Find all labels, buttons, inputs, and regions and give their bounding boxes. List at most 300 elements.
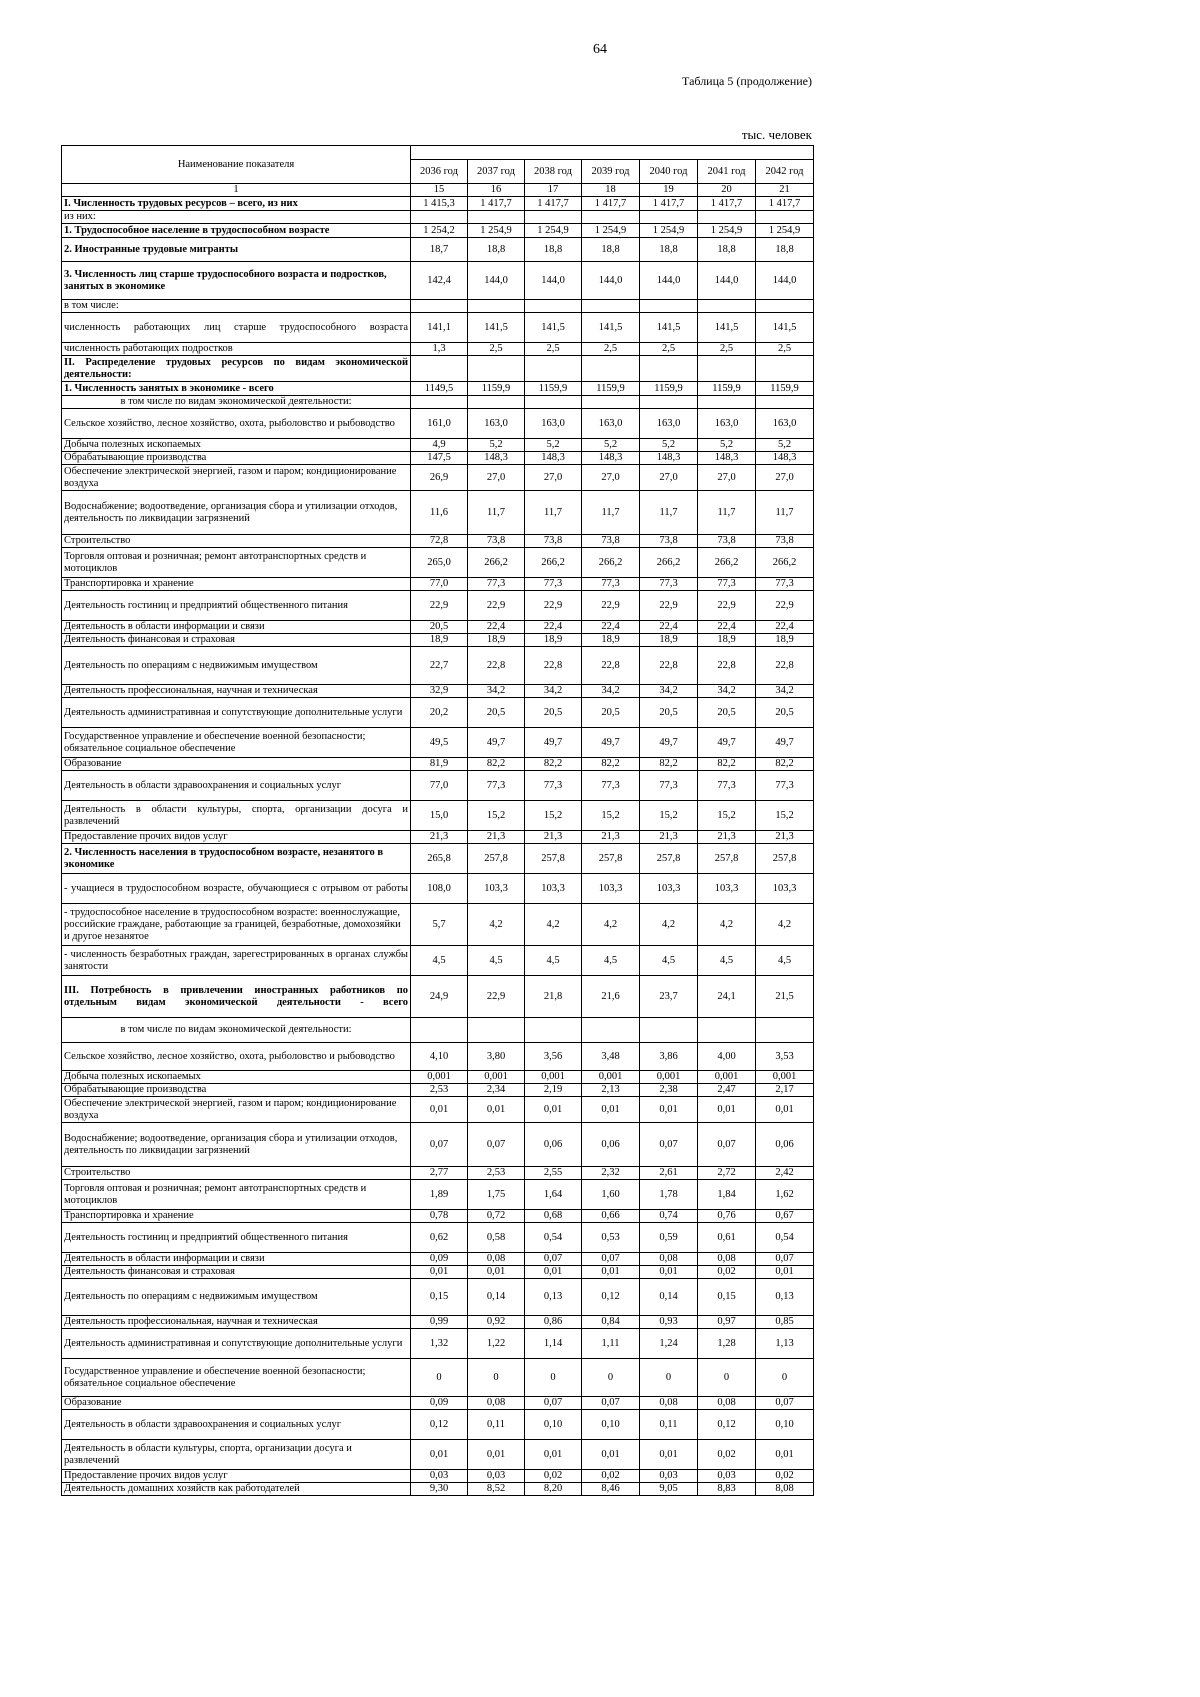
row-value: 163,0	[468, 409, 525, 439]
row-value: 0,09	[411, 1397, 468, 1410]
row-value	[640, 300, 698, 313]
row-value: 49,7	[756, 728, 814, 758]
row-value: 82,2	[525, 758, 582, 771]
row-value: 21,3	[640, 831, 698, 844]
table-row	[62, 874, 814, 904]
row-value: 2,5	[698, 343, 756, 356]
header-year: 2042 год	[756, 160, 814, 184]
row-value: 2,34	[468, 1084, 525, 1097]
row-value: 163,0	[640, 409, 698, 439]
row-label: Деятельность профессиональная, научная и техническая	[62, 1316, 411, 1329]
row-value: 21,3	[525, 831, 582, 844]
table-row	[62, 1397, 814, 1410]
row-value: 1159,9	[468, 382, 525, 396]
header-spacer-row	[62, 146, 814, 160]
row-value: 103,3	[640, 874, 698, 904]
row-value	[582, 211, 640, 224]
row-label: Торговля оптовая и розничная; ремонт автотранспортных средств и мотоциклов	[62, 1180, 411, 1210]
table-row	[62, 844, 814, 874]
row-value: 141,5	[468, 313, 525, 343]
row-value: 18,8	[698, 238, 756, 262]
row-label: Деятельность в области здравоохранения и социальных услуг	[62, 1410, 411, 1440]
row-value: 144,0	[468, 262, 525, 300]
row-value: 4,2	[640, 904, 698, 946]
row-value: 0,10	[525, 1410, 582, 1440]
table-row	[62, 224, 814, 238]
table-row	[62, 262, 814, 300]
header-colnum-row	[62, 184, 814, 197]
row-label: Обрабатывающие производства	[62, 1084, 411, 1097]
row-value: 0,93	[640, 1316, 698, 1329]
row-value: 77,3	[582, 578, 640, 591]
row-value: 21,3	[756, 831, 814, 844]
header-col-number: 19	[640, 184, 698, 197]
row-value: 0,02	[698, 1266, 756, 1279]
row-value: 1,28	[698, 1329, 756, 1359]
row-value: 34,2	[698, 685, 756, 698]
row-value: 1 417,7	[525, 197, 582, 211]
row-value: 0,02	[698, 1440, 756, 1470]
table-row	[62, 647, 814, 685]
row-value: 22,4	[640, 621, 698, 634]
row-value: 0,03	[468, 1470, 525, 1483]
row-value: 0,13	[525, 1279, 582, 1316]
row-value: 73,8	[468, 535, 525, 548]
row-value	[411, 356, 468, 382]
table-row	[62, 976, 814, 1018]
table-row	[62, 1123, 814, 1167]
row-value: 18,8	[640, 238, 698, 262]
row-value: 22,9	[411, 591, 468, 621]
row-label: Предоставление прочих видов услуг	[62, 1470, 411, 1483]
row-label: Деятельность домашних хозяйств как работодателей	[62, 1483, 411, 1496]
row-label: Деятельность профессиональная, научная и техническая	[62, 685, 411, 698]
row-label: Образование	[62, 1397, 411, 1410]
row-value: 4,5	[698, 946, 756, 976]
row-value: 1,14	[525, 1329, 582, 1359]
row-value	[468, 1018, 525, 1043]
row-value: 77,3	[698, 578, 756, 591]
row-value: 32,9	[411, 685, 468, 698]
row-value: 5,2	[698, 439, 756, 452]
row-value: 77,3	[640, 578, 698, 591]
row-value: 2,72	[698, 1167, 756, 1180]
row-value: 0,001	[525, 1071, 582, 1084]
row-label: Торговля оптовая и розничная; ремонт автотранспортных средств и мотоциклов	[62, 548, 411, 578]
row-value: 22,4	[698, 621, 756, 634]
table-row	[62, 728, 814, 758]
row-value: 15,2	[468, 801, 525, 831]
row-value: 0,07	[411, 1123, 468, 1167]
row-value: 8,46	[582, 1483, 640, 1496]
row-value	[640, 211, 698, 224]
row-value: 27,0	[525, 465, 582, 491]
row-value: 1,3	[411, 343, 468, 356]
row-value	[468, 396, 525, 409]
row-value: 1 417,7	[698, 197, 756, 211]
row-value: 2,61	[640, 1167, 698, 1180]
row-value: 266,2	[756, 548, 814, 578]
table-row	[62, 1279, 814, 1316]
row-value: 77,0	[411, 771, 468, 801]
row-value: 8,08	[756, 1483, 814, 1496]
row-label: Добыча полезных ископаемых	[62, 1071, 411, 1084]
table-row	[62, 1253, 814, 1266]
table-row	[62, 452, 814, 465]
row-value: 1 254,9	[582, 224, 640, 238]
row-value: 3,86	[640, 1043, 698, 1071]
row-value: 11,7	[468, 491, 525, 535]
table-row	[62, 1210, 814, 1223]
row-value: 22,8	[698, 647, 756, 685]
row-value: 5,2	[640, 439, 698, 452]
row-value: 148,3	[640, 452, 698, 465]
row-value	[756, 1018, 814, 1043]
row-value: 0,06	[582, 1123, 640, 1167]
row-value: 0,92	[468, 1316, 525, 1329]
row-value: 18,8	[525, 238, 582, 262]
row-value: 1,11	[582, 1329, 640, 1359]
row-value: 257,8	[468, 844, 525, 874]
row-value: 49,7	[640, 728, 698, 758]
row-value: 77,3	[525, 578, 582, 591]
row-value: 0,01	[468, 1440, 525, 1470]
row-value: 0,15	[698, 1279, 756, 1316]
row-value: 103,3	[756, 874, 814, 904]
row-label: Деятельность гостиниц и предприятий общественного питания	[62, 1223, 411, 1253]
row-value: 0,02	[525, 1470, 582, 1483]
units-label: тыс. человек	[741, 127, 812, 142]
row-value	[525, 1018, 582, 1043]
row-value: 22,4	[582, 621, 640, 634]
row-value: 0,07	[582, 1397, 640, 1410]
table-row	[62, 356, 814, 382]
row-value: 103,3	[698, 874, 756, 904]
row-value: 23,7	[640, 976, 698, 1018]
row-value: 0	[525, 1359, 582, 1397]
row-label: II. Распределение трудовых ресурсов по видам экономической деятельности:	[62, 356, 411, 382]
row-label: Строительство	[62, 535, 411, 548]
row-value: 21,5	[756, 976, 814, 1018]
row-value: 82,2	[640, 758, 698, 771]
row-value	[582, 1018, 640, 1043]
row-value: 2,38	[640, 1084, 698, 1097]
row-value	[525, 211, 582, 224]
row-value: 5,2	[582, 439, 640, 452]
table-body	[62, 197, 814, 1496]
row-value: 2,5	[640, 343, 698, 356]
row-value: 22,8	[582, 647, 640, 685]
table-row	[62, 396, 814, 409]
table-row	[62, 946, 814, 976]
table-row	[62, 535, 814, 548]
row-value: 3,53	[756, 1043, 814, 1071]
row-value: 2,32	[582, 1167, 640, 1180]
header-year: 2041 год	[698, 160, 756, 184]
row-value: 11,7	[756, 491, 814, 535]
row-value: 0,01	[640, 1440, 698, 1470]
row-value: 141,5	[756, 313, 814, 343]
row-value	[698, 211, 756, 224]
table-row	[62, 1071, 814, 1084]
row-label: Деятельность административная и сопутствующие дополнительные услуги	[62, 698, 411, 728]
table-row	[62, 1084, 814, 1097]
row-value: 0,54	[756, 1223, 814, 1253]
row-value: 266,2	[468, 548, 525, 578]
row-value: 0,08	[468, 1253, 525, 1266]
row-value: 9,05	[640, 1483, 698, 1496]
row-value	[640, 356, 698, 382]
row-value: 0,08	[640, 1253, 698, 1266]
row-value: 4,2	[698, 904, 756, 946]
row-value	[698, 300, 756, 313]
row-value: 1,89	[411, 1180, 468, 1210]
row-value: 0,14	[468, 1279, 525, 1316]
row-value: 9,30	[411, 1483, 468, 1496]
header-year: 2036 год	[411, 160, 468, 184]
row-value: 0,01	[698, 1097, 756, 1123]
row-value	[698, 1018, 756, 1043]
row-label: Деятельность по операциям с недвижимым имуществом	[62, 647, 411, 685]
row-label: Предоставление прочих видов услуг	[62, 831, 411, 844]
row-value: 24,9	[411, 976, 468, 1018]
row-value	[525, 300, 582, 313]
row-label: 3. Численность лиц старше трудоспособного возраста и подростков, занятых в экономике	[62, 262, 411, 300]
row-value: 22,9	[525, 591, 582, 621]
row-value: 0,01	[640, 1097, 698, 1123]
row-value	[582, 396, 640, 409]
table-row	[62, 904, 814, 946]
row-value: 49,7	[582, 728, 640, 758]
row-value: 22,9	[582, 591, 640, 621]
row-value: 22,9	[756, 591, 814, 621]
row-value: 0,62	[411, 1223, 468, 1253]
row-value: 1 415,3	[411, 197, 468, 211]
table-row	[62, 1483, 814, 1496]
row-value: 15,2	[698, 801, 756, 831]
row-value: 77,3	[756, 771, 814, 801]
row-value: 2,77	[411, 1167, 468, 1180]
row-label: Сельское хозяйство, лесное хозяйство, охота, рыболовство и рыбоводство	[62, 409, 411, 439]
row-value: 1159,9	[640, 382, 698, 396]
row-value: 1149,5	[411, 382, 468, 396]
row-value: 103,3	[582, 874, 640, 904]
row-label: Обрабатывающие производства	[62, 452, 411, 465]
row-value: 4,9	[411, 439, 468, 452]
table-row	[62, 382, 814, 396]
row-label: 1. Численность занятых в экономике - всего	[62, 382, 411, 396]
row-value: 265,0	[411, 548, 468, 578]
row-value: 2,13	[582, 1084, 640, 1097]
row-label: Государственное управление и обеспечение военной безопасности; обязательное социальное обеспечение	[62, 1359, 411, 1397]
row-label: 2. Численность населения в трудоспособном возрасте, незанятого в экономике	[62, 844, 411, 874]
row-label: Деятельность в области информации и связи	[62, 1253, 411, 1266]
row-value: 0	[582, 1359, 640, 1397]
row-value: 2,53	[468, 1167, 525, 1180]
row-value: 148,3	[525, 452, 582, 465]
row-value: 5,2	[468, 439, 525, 452]
row-value: 73,8	[698, 535, 756, 548]
row-value: 18,7	[411, 238, 468, 262]
row-value: 1 254,9	[698, 224, 756, 238]
row-label: Деятельность гостиниц и предприятий общественного питания	[62, 591, 411, 621]
row-value: 20,5	[525, 698, 582, 728]
row-value: 163,0	[582, 409, 640, 439]
row-value: 0,001	[756, 1071, 814, 1084]
table-row	[62, 771, 814, 801]
row-value: 21,3	[582, 831, 640, 844]
header-col-number: 1	[62, 184, 411, 197]
table-row	[62, 634, 814, 647]
row-value: 1,60	[582, 1180, 640, 1210]
row-value: 0,53	[582, 1223, 640, 1253]
row-value: 1159,9	[525, 382, 582, 396]
row-value: 0,61	[698, 1223, 756, 1253]
row-value	[525, 356, 582, 382]
row-value: 82,2	[698, 758, 756, 771]
row-label: Сельское хозяйство, лесное хозяйство, охота, рыболовство и рыбоводство	[62, 1043, 411, 1071]
row-value: 0,01	[525, 1266, 582, 1279]
row-label: Деятельность финансовая и страховая	[62, 634, 411, 647]
row-value: 0,66	[582, 1210, 640, 1223]
row-value: 257,8	[582, 844, 640, 874]
row-label: III. Потребность в привлечении иностранных работников по отдельным видам экономической деятельности - всего	[62, 976, 411, 1018]
row-value	[468, 356, 525, 382]
row-value: 1 417,7	[468, 197, 525, 211]
row-value: 22,9	[640, 591, 698, 621]
row-value: 0,07	[756, 1253, 814, 1266]
row-value: 0,07	[582, 1253, 640, 1266]
row-value: 0,74	[640, 1210, 698, 1223]
row-value: 22,4	[525, 621, 582, 634]
row-value: 4,5	[468, 946, 525, 976]
row-value: 21,3	[411, 831, 468, 844]
header-spacer	[411, 146, 814, 160]
row-value: 0,01	[411, 1440, 468, 1470]
row-value: 265,8	[411, 844, 468, 874]
row-label: из них:	[62, 211, 411, 224]
row-value: 21,8	[525, 976, 582, 1018]
row-value: 266,2	[640, 548, 698, 578]
row-value	[411, 211, 468, 224]
row-value: 4,5	[582, 946, 640, 976]
row-value: 2,17	[756, 1084, 814, 1097]
row-value: 1,78	[640, 1180, 698, 1210]
table-row	[62, 758, 814, 771]
table-row	[62, 591, 814, 621]
row-value: 0,03	[640, 1470, 698, 1483]
row-value: 49,7	[698, 728, 756, 758]
table-row	[62, 1440, 814, 1470]
row-value: 148,3	[582, 452, 640, 465]
row-label: Строительство	[62, 1167, 411, 1180]
row-value: 77,3	[525, 771, 582, 801]
row-value: 141,5	[698, 313, 756, 343]
row-value: 141,1	[411, 313, 468, 343]
row-label: - численность безработных граждан, зарегестрированных в органах службы занятости	[62, 946, 411, 976]
row-value: 0,59	[640, 1223, 698, 1253]
row-value: 2,53	[411, 1084, 468, 1097]
row-label: в том числе по видам экономической деятельности:	[62, 1018, 411, 1043]
row-label: I. Численность трудовых ресурсов – всего, из них	[62, 197, 411, 211]
row-value: 0,001	[582, 1071, 640, 1084]
row-value: 142,4	[411, 262, 468, 300]
row-value: 0,67	[756, 1210, 814, 1223]
row-value: 103,3	[525, 874, 582, 904]
row-value: 4,10	[411, 1043, 468, 1071]
row-value: 15,2	[582, 801, 640, 831]
row-value: 1 254,9	[525, 224, 582, 238]
row-value: 15,2	[756, 801, 814, 831]
row-value: 81,9	[411, 758, 468, 771]
row-value: 22,4	[468, 621, 525, 634]
row-value	[582, 356, 640, 382]
row-value	[525, 396, 582, 409]
row-value: 2,5	[582, 343, 640, 356]
row-value: 8,52	[468, 1483, 525, 1496]
header-col-number: 20	[698, 184, 756, 197]
row-value: 0,06	[756, 1123, 814, 1167]
row-value: 147,5	[411, 452, 468, 465]
row-value: 73,8	[756, 535, 814, 548]
row-value: 0,15	[411, 1279, 468, 1316]
row-value: 0,01	[525, 1097, 582, 1123]
row-value: 77,3	[698, 771, 756, 801]
row-value: 77,3	[582, 771, 640, 801]
page-number: 64	[593, 42, 607, 57]
table-row	[62, 1167, 814, 1180]
row-value: 266,2	[525, 548, 582, 578]
row-value: 34,2	[756, 685, 814, 698]
row-value: 0,001	[640, 1071, 698, 1084]
table-row	[62, 439, 814, 452]
row-value: 108,0	[411, 874, 468, 904]
row-value: 27,0	[698, 465, 756, 491]
row-value: 0,76	[698, 1210, 756, 1223]
row-value: 34,2	[640, 685, 698, 698]
row-value: 0,84	[582, 1316, 640, 1329]
row-value: 22,9	[468, 591, 525, 621]
header-year: 2038 год	[525, 160, 582, 184]
row-value: 73,8	[582, 535, 640, 548]
row-label: Деятельность в области культуры, спорта, организации досуга и развлечений	[62, 801, 411, 831]
row-value: 0,12	[411, 1410, 468, 1440]
row-value: 2,5	[468, 343, 525, 356]
row-value	[756, 300, 814, 313]
row-value: 0,97	[698, 1316, 756, 1329]
row-value: 257,8	[640, 844, 698, 874]
row-value: 1 254,9	[468, 224, 525, 238]
row-value	[756, 211, 814, 224]
table-row	[62, 409, 814, 439]
table-row	[62, 313, 814, 343]
row-value: 0,07	[698, 1123, 756, 1167]
row-value: 0,03	[698, 1470, 756, 1483]
row-value: 1159,9	[756, 382, 814, 396]
row-value: 0,02	[756, 1470, 814, 1483]
row-value: 4,2	[756, 904, 814, 946]
row-value	[756, 356, 814, 382]
row-value: 11,7	[698, 491, 756, 535]
row-value	[640, 396, 698, 409]
table-row	[62, 197, 814, 211]
row-value: 257,8	[525, 844, 582, 874]
row-value: 0,01	[756, 1097, 814, 1123]
table-caption: Таблица 5 (продолжение)	[682, 74, 812, 88]
row-value: 0,11	[468, 1410, 525, 1440]
row-value: 1 417,7	[640, 197, 698, 211]
row-value: 0,08	[468, 1397, 525, 1410]
